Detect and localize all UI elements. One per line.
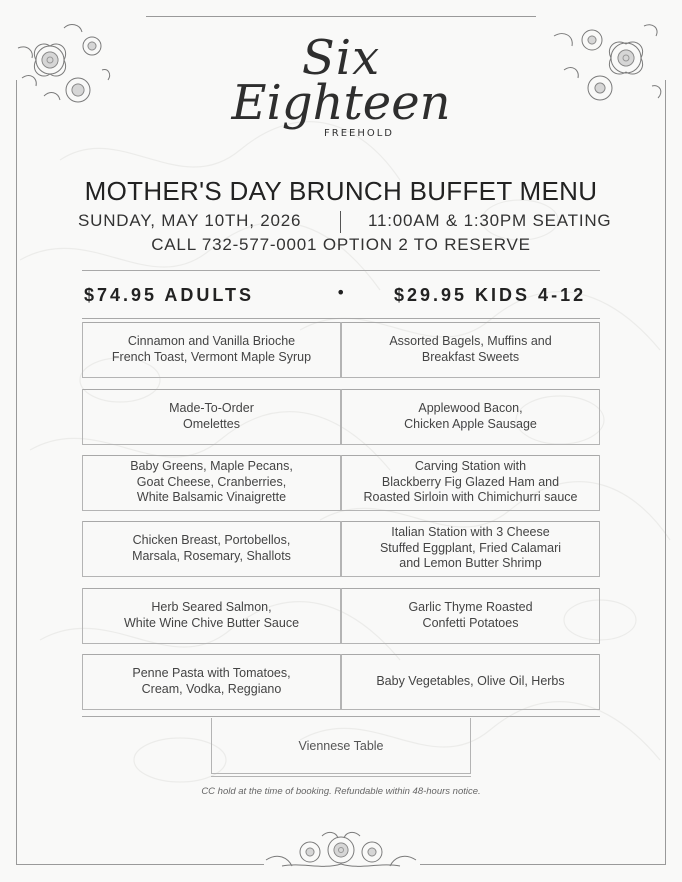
menu-item: Chicken Breast, Portobellos, Marsala, Rosemary, Shallots xyxy=(82,521,341,577)
menu-item: Made-To-Order Omelettes xyxy=(82,389,341,445)
price-top-rule xyxy=(82,270,600,271)
menu-item: Applewood Bacon, Chicken Apple Sausage xyxy=(341,389,600,445)
menu-item: Carving Station with Blackberry Fig Glazed Ham and Roasted Sirloin with Chimichurri sauce xyxy=(341,455,600,511)
logo-line-2: Eighteen xyxy=(231,75,451,131)
price-separator: • xyxy=(336,283,346,302)
floral-corner-top-left-icon xyxy=(14,18,114,110)
price-adults: $74.95 ADULTS xyxy=(84,285,255,305)
reservation-phone: CALL 732-577-0001 OPTION 2 TO RESERVE xyxy=(151,235,531,254)
price-bottom-rule xyxy=(82,318,600,319)
booking-footnote: CC hold at the time of booking. Refundable within 48-hours notice. xyxy=(201,786,481,797)
menu-item: Baby Vegetables, Olive Oil, Herbs xyxy=(341,654,600,710)
menu-title: MOTHER'S DAY BRUNCH BUFFET MENU xyxy=(84,176,598,206)
menu-item: Cinnamon and Vanilla Brioche French Toast, Vermont Maple Syrup xyxy=(82,322,341,378)
menu-item: Baby Greens, Maple Pecans, Goat Cheese, Cranberries, White Balsamic Vinaigrette xyxy=(82,455,341,511)
seating-times: 11:00AM & 1:30PM SEATING xyxy=(368,211,612,230)
logo-line-1: Six xyxy=(301,30,381,86)
floral-corner-top-right-icon xyxy=(544,18,668,110)
floral-bottom-icon xyxy=(262,826,420,872)
menu-item: Italian Station with 3 Cheese Stuffed Eggplant, Fried Calamari and Lemon Butter Shrimp xyxy=(341,521,600,577)
menu-item: Garlic Thyme Roasted Confetti Potatoes xyxy=(341,588,600,644)
frame-bottom-right-line xyxy=(420,864,666,865)
menu-item: Penne Pasta with Tomatoes, Cream, Vodka, Reggiano xyxy=(82,654,341,710)
price-kids: $29.95 KIDS 4-12 xyxy=(394,285,587,305)
header-divider xyxy=(340,211,341,233)
event-date: SUNDAY, MAY 10TH, 2026 xyxy=(78,211,302,230)
dessert-box xyxy=(211,718,471,774)
dessert-bottom-rule xyxy=(211,776,471,777)
brand-logo xyxy=(226,28,456,144)
menu-item: Herb Seared Salmon, White Wine Chive Butter Sauce xyxy=(82,588,341,644)
logo-location: FREEHOLD xyxy=(324,128,394,139)
dessert-label: Viennese Table xyxy=(298,738,384,753)
frame-top-line xyxy=(146,16,536,17)
frame-bottom-left-line xyxy=(16,864,264,865)
menu-item: Assorted Bagels, Muffins and Breakfast Sweets xyxy=(341,322,600,378)
grid-bottom-rule xyxy=(82,716,600,717)
